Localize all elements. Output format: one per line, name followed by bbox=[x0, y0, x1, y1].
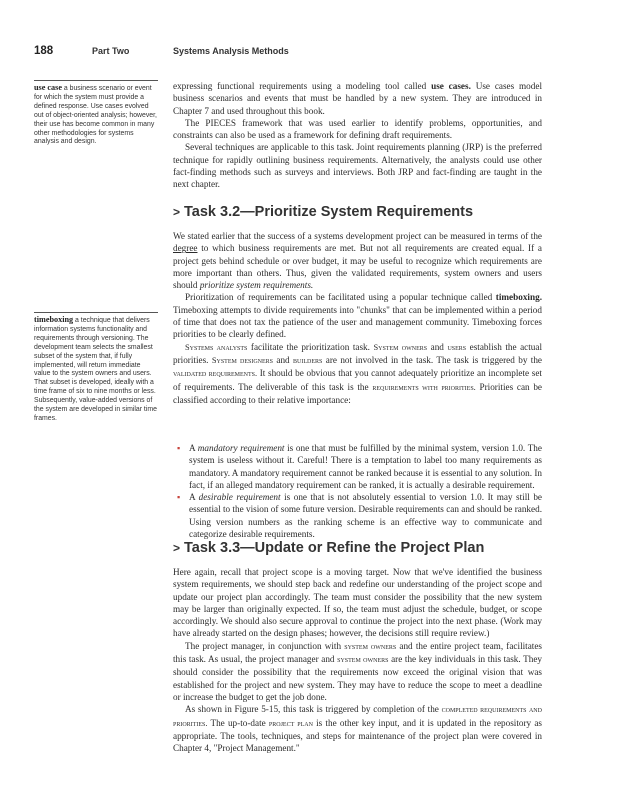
list-item: ▪ A desirable requirement is one that is not absolutely essential to version 1.0. It may still be essential to the vision of some future version. Desirable requirements can and should be ranked. Using version numbers as the ranking scheme is an effective way to communicate and categorize desirable requirements. bbox=[177, 492, 542, 540]
intro-section bbox=[173, 80, 542, 191]
margin-definition: a technique that delivers information systems functionality and requirements through versioning. The development team selects the smallest subset of the system that, if fully implemented, will return immediate value to the system owners and users. That subset is developed, ideally with a time frame of six to nine months or less. Subsequently, value-added versions of the system are developed in similar time frames. bbox=[34, 317, 157, 422]
task-3-2-body bbox=[173, 230, 542, 406]
paragraph: The project manager, in conjunction with system owners and the entire project team, facilitates this task. As usual, the project manager and system owners are the key individuals in this task. They should consider the possibility that the requirements now exceed the original vision that was established for the project and new system. They may have to reduce the scope to meet a deadline or increase the budget to get the job done. bbox=[173, 640, 543, 702]
margin-term: use case bbox=[34, 83, 62, 92]
list-item: ▪ A mandatory requirement is one that must be fulfilled by the minimal system, version 1.0. The system is useless without it. Careful! There is a temptation to label too many requirements as mandatory. A mandatory requirement cannot be ranked because it is essential to any solution. In fact, if an alleged mandatory requirement can be ranked, it is actually a desirable requirement. bbox=[177, 443, 542, 490]
part-label: Part Two bbox=[92, 46, 130, 56]
paragraph: As shown in Figure 5-15, this task is triggered by completion of the completed requirements and priorities. The up-to-date project plan is the other key input, and it is updated in the repository as appropriate. The tools, techniques, and steps for maintenance of the project plan were covered in Chapter 4, "Project Management." bbox=[173, 704, 542, 754]
heading-arrow-icon: > bbox=[173, 205, 181, 219]
paragraph: We stated earlier that the success of a systems development project can be measured in terms of the degree to which business requirements are met. But not all requirements are created equal. If a project gets behind schedule or over budget, it may be useful to recognize which requirements are more important than others. Thus, given the validated requirements, system owners and users should prioritize system requirements. bbox=[173, 231, 542, 291]
term: use cases. bbox=[431, 81, 471, 91]
task-3-2-heading: > Task 3.2—Prioritize System Requirements bbox=[173, 204, 474, 220]
heading-arrow-icon: > bbox=[173, 541, 181, 555]
paragraph: Several techniques are applicable to this task. Joint requirements planning (JRP) is the preferred technique for rapidly outlining business requirements. Alternatively, the analysts could use other fact-finding methods such as surveys and interviews. Both JRP and fact-finding are taught in the next chapter. bbox=[173, 142, 542, 190]
task-3-3-body bbox=[173, 566, 542, 754]
paragraph: Prioritization of requirements can be facilitated using a popular technique called timeboxing. Timeboxing attempts to divide requirements into "chunks" that can be implemented within a period of time that does not tax the patience of the user and management community. Timeboxing forces priorities to be clearly defined. bbox=[173, 292, 542, 340]
margin-note-use-case bbox=[34, 80, 158, 147]
paragraph: Here again, recall that project scope is a moving target. Now that we've identified the business system requirements, we should step back and redefine our understanding of the project scope and update our project plan accordingly. The team must consider the possibility that the new system may be larger than originally expected. If so, the team must adjust the schedule, budget, or scope accordingly. We should also secure approval to continue the project into the next phase. (Work may have already started on the design phases; however, the decisions still require review.) bbox=[173, 567, 542, 639]
task-3-3-heading: > Task 3.3—Update or Refine the Project Plan bbox=[173, 540, 485, 556]
margin-definition: a business scenario or event for which the system must provide a defined response. Use cases evolved out of object-oriented analysis; however, their use has become common in many other methodologies for systems analysis and design. bbox=[34, 85, 157, 146]
priority-list bbox=[173, 442, 542, 540]
bullet-icon: ▪ bbox=[177, 443, 181, 453]
margin-rule bbox=[34, 312, 158, 313]
paragraph: expressing functional requirements using a modeling tool called use cases. Use cases model business scenarios and events that must be handled by a new system. They are introduced in Chapter 7 and used throughout this book. bbox=[173, 81, 543, 116]
page-header bbox=[34, 45, 554, 61]
bullet-icon: ▪ bbox=[177, 492, 181, 503]
paragraph: Systems analysts facilitate the prioritization task. System owners and users establish the actual priorities. System designers and builders are not involved in the task. The task is triggered by the validated requirements. It should be obvious that you cannot adequately prioritize an incomplete set of requirements. The deliverable of this task is the requirements with priorities. Priorities can be classified according to their relative importance: bbox=[173, 341, 543, 405]
margin-rule bbox=[34, 80, 158, 81]
margin-note-timeboxing bbox=[34, 312, 158, 424]
margin-term: timeboxing bbox=[34, 315, 74, 324]
term: timeboxing. bbox=[495, 292, 542, 303]
page-number: 188 bbox=[34, 45, 54, 57]
paragraph: The PIECES framework that was used earlier to identify problems, opportunities, and constraints can also be used as a framework for defining draft requirements. bbox=[173, 117, 542, 141]
section-label: Systems Analysis Methods bbox=[173, 46, 289, 56]
